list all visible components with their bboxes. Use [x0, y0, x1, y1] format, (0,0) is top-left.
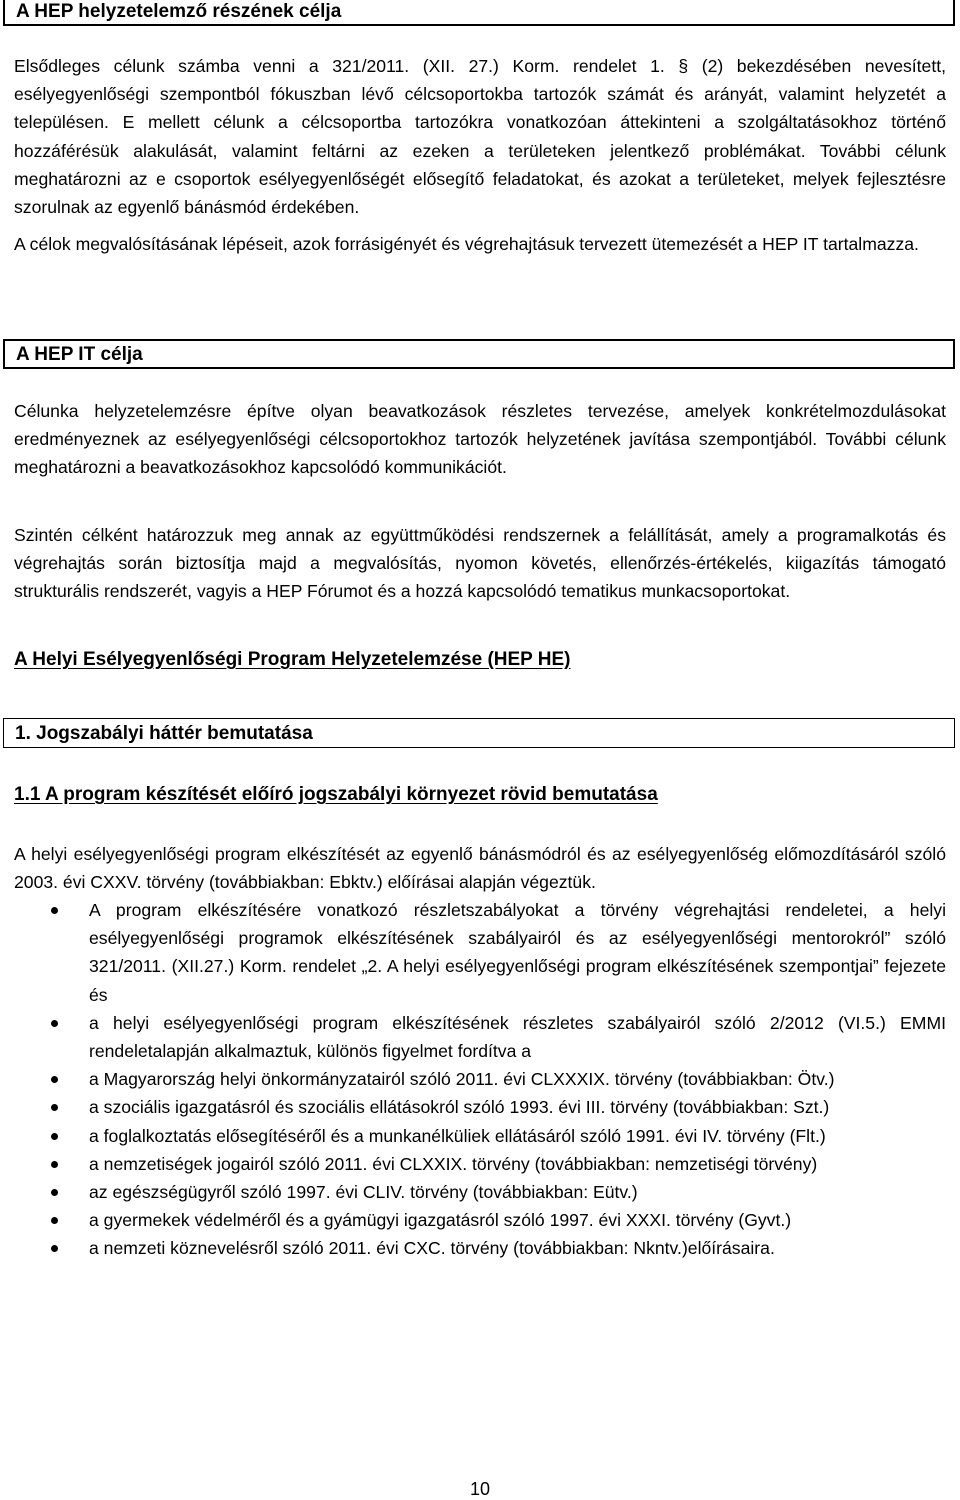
list-item: a nemzeti köznevelésről szóló 2011. évi CXC. törvény (továbbiakban: Nkntv.)előírásaira.	[0, 1234, 946, 1262]
list-item: a szociális igazgatásról és szociális ellátásokról szóló 1993. évi III. törvény (továbbiakban: Szt.)	[0, 1093, 946, 1121]
paragraph-it-goal: Célunka helyzetelemzésre építve olyan beavatkozások részletes tervezése, amelyek konkrételmozdulásokat eredményeznek az esélyegyenlőségi célcsoportokhoz tartozók helyzetének javítása szempontjából. További célunk meghatározni a beavatkozásokhoz kapcsolódó kommunikációt.	[14, 401, 946, 478]
list-item: a foglalkoztatás elősegítéséről és a munkanélküliek ellátásáról szóló 1991. évi IV. törvény (Flt.)	[0, 1122, 946, 1150]
paragraph-legal-intro: A helyi esélyegyenlőségi program elkészítését az egyenlő bánásmódról és az esélyegyenlőség előmozdításáról szóló 2003. évi CXXV. törvény (továbbiakban: Ebktv.) előírásai alapján végeztük.	[14, 844, 946, 893]
section-heading-hep-purpose: A HEP helyzetelemző részének célja	[3, 0, 955, 26]
legal-bullet-list	[0, 896, 946, 1263]
bullet-icon	[51, 1104, 58, 1111]
list-item: a Magyarország helyi önkormányzatairól szóló 2011. évi CLXXXIX. törvény (továbbiakban: Ötv.)	[0, 1065, 946, 1093]
bullet-icon	[51, 1189, 58, 1196]
bullet-icon	[51, 1020, 58, 1027]
subsection-heading: 1.1 A program készítését előíró jogszabályi környezet rövid bemutatása	[14, 784, 658, 805]
paragraph-goals-it: A célok megvalósításának lépéseit, azok forrásigényét és végrehajtásuk tervezett ütemezését a HEP IT tartalmazza.	[14, 234, 919, 254]
list-item: a gyermekek védelméről és a gyámügyi igazgatásról szóló 1997. évi XXXI. törvény (Gyvt.)	[0, 1206, 946, 1234]
list-item: A program elkészítésére vonatkozó részletszabályokat a törvény végrehajtási rendeletei, a helyi esélyegyenlőségi programok elkészítésének szabályairól és az esélyegyenlőségi mentorokról” szóló 321/2011. (XII.27.) Korm. rendelet „2. A helyi esélyegyenlőségi program elkészítésének szempontjai” fejezete és	[0, 896, 946, 1009]
page-number: 10	[469, 1479, 491, 1499]
bullet-icon	[51, 1076, 58, 1083]
bullet-icon	[51, 1161, 58, 1168]
paragraph-cooperation: Szintén célként határozzuk meg annak az együttműködési rendszernek a felállítását, amely a programalkotás és végrehajtás során biztosítja majd a megvalósítás, nyomon követés, ellenőrzés-értékelés, kiigazítás támogató strukturális rendszerét, vagyis a HEP Fórumot és a hozzá kapcsolódó tematikus munkacsoportokat.	[14, 525, 946, 602]
bullet-icon	[51, 1217, 58, 1224]
bullet-icon	[51, 1133, 58, 1140]
main-heading: A Helyi Esélyegyenlőségi Program Helyzetelemzése (HEP HE)	[14, 649, 571, 670]
section-heading-legal-background: 1. Jogszabályi háttér bemutatása	[3, 718, 955, 748]
section-heading-hep-it: A HEP IT célja	[3, 339, 955, 369]
list-item: a nemzetiségek jogairól szóló 2011. évi CLXXIX. törvény (továbbiakban: nemzetiségi törvény)	[0, 1150, 946, 1178]
paragraph-purpose: Elsődleges célunk számba venni a 321/2011. (XII. 27.) Korm. rendelet 1. § (2) bekezdésében nevesített, esélyegyenlőségi szempontból fókuszban lévő célcsoportokba tartozók számát és arányát, valamint helyzetét a településen. E mellett célunk a célcsoportba tartozókra vonatkozóan áttekinteni a szolgáltatásokhoz történő hozzáférésük alakulását, valamint feltárni az ezeken a területeken jelentkező problémákat. További célunk meghatározni az e csoportok esélyegyenlőségét elősegítő feladatokat, és azokat a területeket, melyek fejlesztésre szorulnak az egyenlő bánásmód érdekében.	[14, 56, 946, 218]
list-item: az egészségügyről szóló 1997. évi CLIV. törvény (továbbiakban: Eütv.)	[0, 1178, 946, 1206]
bullet-icon	[51, 907, 58, 914]
bullet-icon	[51, 1245, 58, 1252]
list-item: a helyi esélyegyenlőségi program elkészítésének részletes szabályairól szóló 2/2012 (VI.5.) EMMI rendeletalapján alkalmaztuk, különös figyelmet fordítva a	[0, 1009, 946, 1065]
